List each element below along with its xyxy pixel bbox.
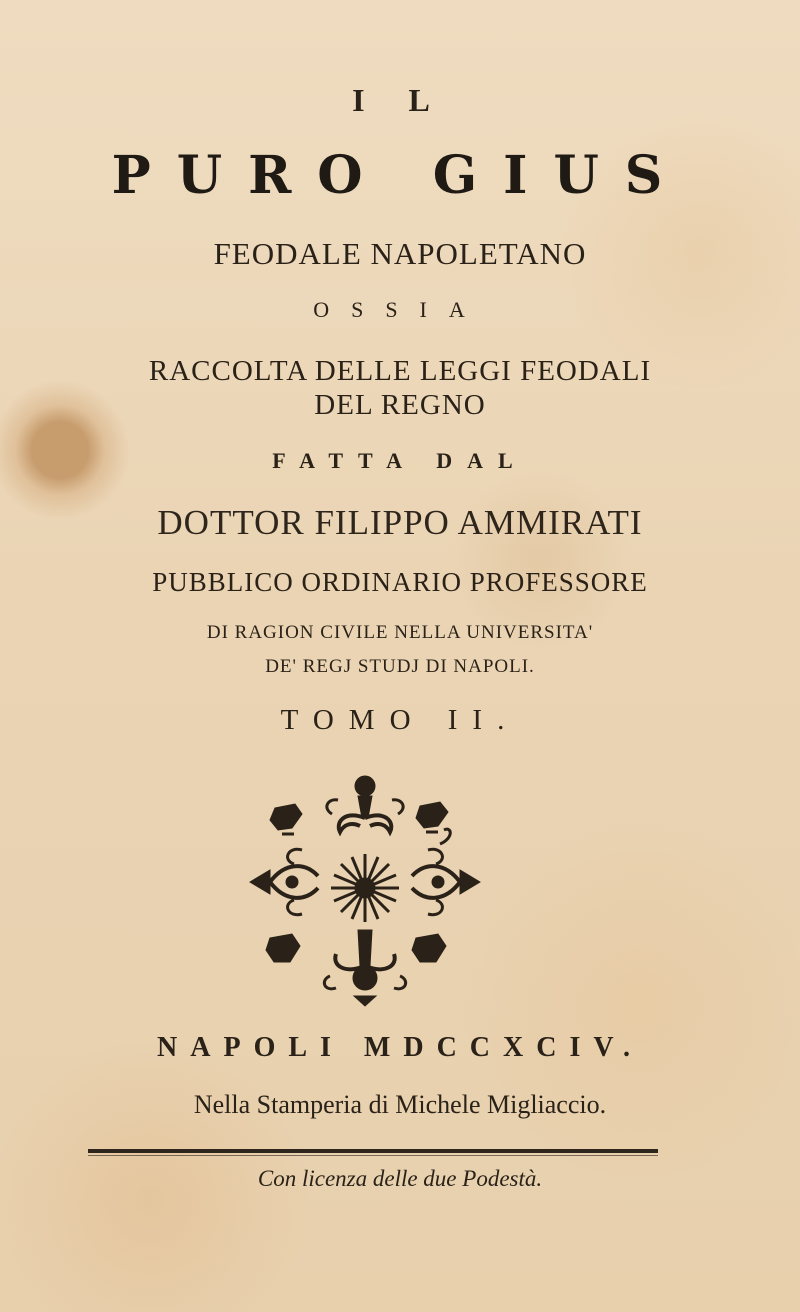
- collection-line-2: DEL REGNO: [314, 389, 486, 421]
- ornament-vignette-icon: [240, 770, 490, 1010]
- center-sunburst: [331, 854, 399, 922]
- upper-left-sprig: [270, 804, 302, 834]
- divider-rule-thin: [88, 1155, 658, 1156]
- divider-rule: [88, 1149, 658, 1153]
- volume-number: TOMO II.: [280, 704, 520, 736]
- author-position-line-3: DE' REGJ STUDJ DI NAPOLI.: [265, 656, 535, 677]
- left-scroll: [250, 849, 318, 914]
- main-title: PURO GIUS: [111, 145, 689, 206]
- author-name: DOTTOR FILIPPO AMMIRATI: [157, 503, 643, 542]
- license-statement: Con licenza delle due Podestà.: [257, 1166, 543, 1191]
- made-by-line: FATTA DAL: [272, 448, 528, 473]
- bottom-fleuron: [324, 930, 405, 1006]
- upper-right-sprig: [416, 802, 448, 832]
- author-position: PUBBLICO ORDINARIO PROFESSORE: [152, 567, 648, 597]
- top-fleuron: [327, 776, 403, 832]
- ossia-line: OSSIA: [313, 297, 487, 322]
- lower-right-sprig: [412, 934, 446, 962]
- imprint-place-date: NAPOLI MDCCXCIV.: [157, 1032, 643, 1063]
- author-position-line-2: DI RAGION CIVILE NELLA UNIVERSITA': [206, 622, 594, 643]
- right-scroll: [412, 829, 480, 915]
- lower-left-sprig: [266, 934, 300, 962]
- article-il: I L: [352, 82, 448, 118]
- collection-line-1: RACCOLTA DELLE LEGGI FEODALI: [148, 355, 652, 387]
- subtitle: FEODALE NAPOLETANO: [213, 236, 587, 271]
- imprint-printer: Nella Stamperia di Michele Migliaccio.: [193, 1090, 607, 1119]
